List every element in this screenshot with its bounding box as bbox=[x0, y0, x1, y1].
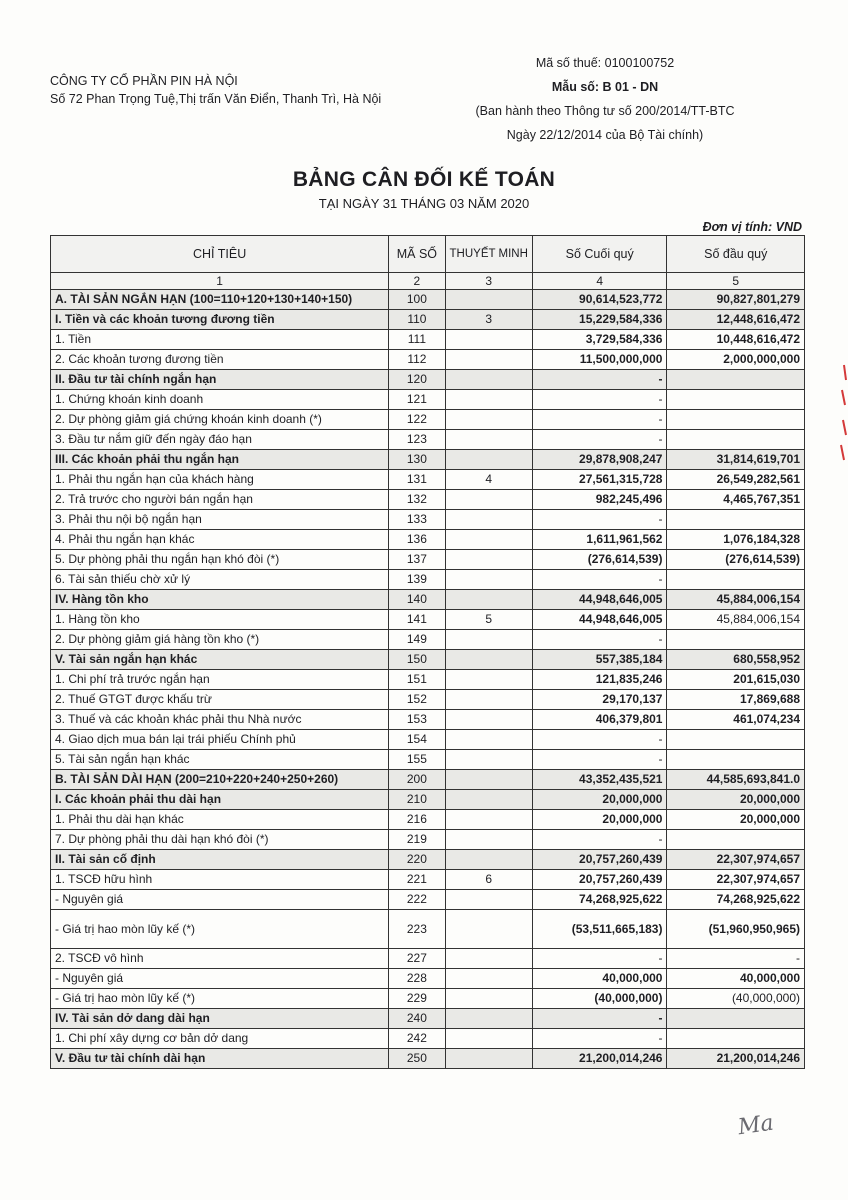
row-code: 136 bbox=[389, 530, 445, 550]
row-end-value: 20,000,000 bbox=[532, 790, 667, 810]
row-note bbox=[445, 810, 532, 830]
row-item-name: II. Đầu tư tài chính ngắn hạn bbox=[51, 370, 389, 390]
row-start-value: - bbox=[667, 949, 805, 969]
balance-sheet-table bbox=[50, 235, 805, 1069]
table-row bbox=[51, 690, 805, 710]
row-code: 141 bbox=[389, 610, 445, 630]
row-item-name: 1. Phải thu ngắn hạn của khách hàng bbox=[51, 470, 389, 490]
row-code: 240 bbox=[389, 1009, 445, 1029]
table-row bbox=[51, 730, 805, 750]
row-end-value: 27,561,315,728 bbox=[532, 470, 667, 490]
company-header bbox=[50, 72, 390, 108]
row-start-value: 1,076,184,328 bbox=[667, 530, 805, 550]
row-item-name: 1. Chi phí xây dựng cơ bản dở dang bbox=[51, 1029, 389, 1049]
row-code: 250 bbox=[389, 1049, 445, 1069]
table-row bbox=[51, 390, 805, 410]
table-row bbox=[51, 370, 805, 390]
row-start-value bbox=[667, 1029, 805, 1049]
row-item-name: 3. Đầu tư nắm giữ đến ngày đáo hạn bbox=[51, 430, 389, 450]
row-note bbox=[445, 1049, 532, 1069]
row-end-value: 982,245,496 bbox=[532, 490, 667, 510]
table-row bbox=[51, 1029, 805, 1049]
row-note bbox=[445, 550, 532, 570]
row-end-value: (53,511,665,183) bbox=[532, 910, 667, 949]
row-end-value: - bbox=[532, 510, 667, 530]
row-note bbox=[445, 510, 532, 530]
row-note bbox=[445, 949, 532, 969]
row-note bbox=[445, 330, 532, 350]
row-item-name: II. Tài sản cố định bbox=[51, 850, 389, 870]
row-start-value: 20,000,000 bbox=[667, 810, 805, 830]
table-row bbox=[51, 890, 805, 910]
table-row bbox=[51, 550, 805, 570]
table-row bbox=[51, 610, 805, 630]
col-header-code: MÃ SỐ bbox=[389, 236, 445, 273]
row-item-name: 4. Giao dịch mua bán lại trái phiếu Chính phủ bbox=[51, 730, 389, 750]
row-note bbox=[445, 430, 532, 450]
table-row bbox=[51, 290, 805, 310]
row-note bbox=[445, 989, 532, 1009]
table-row bbox=[51, 510, 805, 530]
row-code: 229 bbox=[389, 989, 445, 1009]
row-note bbox=[445, 730, 532, 750]
table-header-row bbox=[51, 236, 805, 273]
row-code: 210 bbox=[389, 790, 445, 810]
row-item-name: I. Tiền và các khoản tương đương tiền bbox=[51, 310, 389, 330]
page-title: BẢNG CÂN ĐỐI KẾ TOÁN bbox=[292, 168, 556, 191]
row-start-value: 680,558,952 bbox=[667, 650, 805, 670]
row-end-value: 44,948,646,005 bbox=[532, 590, 667, 610]
row-code: 131 bbox=[389, 470, 445, 490]
row-code: 132 bbox=[389, 490, 445, 510]
table-row bbox=[51, 630, 805, 650]
row-code: 110 bbox=[389, 310, 445, 330]
row-code: 120 bbox=[389, 370, 445, 390]
row-end-value: 90,614,523,772 bbox=[532, 290, 667, 310]
col-number: 1 bbox=[51, 273, 389, 290]
table-row bbox=[51, 969, 805, 989]
table-row bbox=[51, 330, 805, 350]
col-number: 2 bbox=[389, 273, 445, 290]
currency-unit: Đơn vị tính: VND bbox=[702, 220, 802, 234]
row-item-name: V. Đầu tư tài chính dài hạn bbox=[51, 1049, 389, 1069]
row-end-value: - bbox=[532, 730, 667, 750]
row-item-name: 1. Phải thu dài hạn khác bbox=[51, 810, 389, 830]
row-start-value: 90,827,801,279 bbox=[667, 290, 805, 310]
row-start-value bbox=[667, 410, 805, 430]
table-body bbox=[51, 290, 805, 1069]
row-code: 100 bbox=[389, 290, 445, 310]
row-end-value: 40,000,000 bbox=[532, 969, 667, 989]
table-row bbox=[51, 590, 805, 610]
row-start-value bbox=[667, 830, 805, 850]
row-code: 223 bbox=[389, 910, 445, 949]
row-start-value: 20,000,000 bbox=[667, 790, 805, 810]
row-note bbox=[445, 910, 532, 949]
row-note bbox=[445, 650, 532, 670]
row-start-value: 21,200,014,246 bbox=[667, 1049, 805, 1069]
row-note bbox=[445, 410, 532, 430]
row-item-name: 5. Dự phòng phải thu ngắn hạn khó đòi (*) bbox=[51, 550, 389, 570]
row-end-value: - bbox=[532, 390, 667, 410]
row-code: 111 bbox=[389, 330, 445, 350]
row-item-name: III. Các khoản phải thu ngắn hạn bbox=[51, 450, 389, 470]
row-end-value: (40,000,000) bbox=[532, 989, 667, 1009]
col-number: 5 bbox=[667, 273, 805, 290]
row-start-value: 74,268,925,622 bbox=[667, 890, 805, 910]
row-item-name: V. Tài sản ngắn hạn khác bbox=[51, 650, 389, 670]
row-code: 221 bbox=[389, 870, 445, 890]
row-code: 219 bbox=[389, 830, 445, 850]
row-item-name: 1. Tiền bbox=[51, 330, 389, 350]
column-number-row bbox=[51, 273, 805, 290]
issued-date: Ngày 22/12/2014 của Bộ Tài chính) bbox=[506, 128, 704, 142]
company-address: Số 72 Phan Trọng Tuệ,Thị trấn Văn Điển, Thanh Trì, Hà Nội bbox=[50, 92, 382, 106]
row-start-value: 31,814,619,701 bbox=[667, 450, 805, 470]
row-end-value: 557,385,184 bbox=[532, 650, 667, 670]
row-item-name: 1. Chứng khoán kinh doanh bbox=[51, 390, 389, 410]
row-item-name: 2. Dự phòng giảm giá chứng khoán kinh doanh (*) bbox=[51, 410, 389, 430]
row-item-name: IV. Tài sản dở dang dài hạn bbox=[51, 1009, 389, 1029]
row-code: 150 bbox=[389, 650, 445, 670]
row-start-value: 10,448,616,472 bbox=[667, 330, 805, 350]
row-item-name: I. Các khoản phải thu dài hạn bbox=[51, 790, 389, 810]
row-note: 5 bbox=[445, 610, 532, 630]
row-start-value: 45,884,006,154 bbox=[667, 590, 805, 610]
row-item-name: - Nguyên giá bbox=[51, 969, 389, 989]
table-row bbox=[51, 770, 805, 790]
row-code: 149 bbox=[389, 630, 445, 650]
row-end-value: 3,729,584,336 bbox=[532, 330, 667, 350]
issued-by: (Ban hành theo Thông tư số 200/2014/TT-BTC bbox=[475, 104, 735, 118]
table-row bbox=[51, 410, 805, 430]
row-start-value: 22,307,974,657 bbox=[667, 850, 805, 870]
stamp-edge bbox=[838, 360, 848, 470]
row-end-value: 406,379,801 bbox=[532, 710, 667, 730]
col-number: 3 bbox=[445, 273, 532, 290]
row-note bbox=[445, 750, 532, 770]
row-note bbox=[445, 350, 532, 370]
row-item-name: - Giá trị hao mòn lũy kế (*) bbox=[51, 910, 389, 949]
row-start-value bbox=[667, 570, 805, 590]
table-row bbox=[51, 490, 805, 510]
row-end-value: - bbox=[532, 1029, 667, 1049]
row-end-value: 20,757,260,439 bbox=[532, 850, 667, 870]
row-end-value: 15,229,584,336 bbox=[532, 310, 667, 330]
row-note bbox=[445, 1009, 532, 1029]
row-end-value: 74,268,925,622 bbox=[532, 890, 667, 910]
col-header-note: THUYẾT MINH bbox=[445, 236, 532, 273]
row-note bbox=[445, 490, 532, 510]
row-end-value: 43,352,435,521 bbox=[532, 770, 667, 790]
table-row bbox=[51, 850, 805, 870]
row-note: 4 bbox=[445, 470, 532, 490]
row-note bbox=[445, 290, 532, 310]
page-subtitle: TẠI NGÀY 31 THÁNG 03 NĂM 2020 bbox=[318, 196, 530, 211]
row-code: 155 bbox=[389, 750, 445, 770]
row-end-value: - bbox=[532, 949, 667, 969]
row-item-name: IV. Hàng tồn kho bbox=[51, 590, 389, 610]
row-end-value: 29,170,137 bbox=[532, 690, 667, 710]
row-start-value: (276,614,539) bbox=[667, 550, 805, 570]
row-code: 242 bbox=[389, 1029, 445, 1049]
row-end-value: 44,948,646,005 bbox=[532, 610, 667, 630]
row-end-value: 20,757,260,439 bbox=[532, 870, 667, 890]
row-start-value: 4,465,767,351 bbox=[667, 490, 805, 510]
table-row bbox=[51, 570, 805, 590]
table-row bbox=[51, 810, 805, 830]
row-item-name: 4. Phải thu ngắn hạn khác bbox=[51, 530, 389, 550]
row-code: 133 bbox=[389, 510, 445, 530]
row-code: 200 bbox=[389, 770, 445, 790]
row-note: 6 bbox=[445, 870, 532, 890]
row-code: 123 bbox=[389, 430, 445, 450]
row-note bbox=[445, 370, 532, 390]
row-start-value bbox=[667, 370, 805, 390]
row-end-value: 11,500,000,000 bbox=[532, 350, 667, 370]
table-row bbox=[51, 450, 805, 470]
table-row bbox=[51, 1009, 805, 1029]
row-start-value bbox=[667, 730, 805, 750]
table-row bbox=[51, 949, 805, 969]
row-code: 153 bbox=[389, 710, 445, 730]
table-row bbox=[51, 1049, 805, 1069]
table-row bbox=[51, 530, 805, 550]
row-note bbox=[445, 530, 532, 550]
row-note bbox=[445, 790, 532, 810]
row-note bbox=[445, 770, 532, 790]
row-code: 228 bbox=[389, 969, 445, 989]
row-start-value: 461,074,234 bbox=[667, 710, 805, 730]
row-code: 227 bbox=[389, 949, 445, 969]
row-start-value: 44,585,693,841.0 bbox=[667, 770, 805, 790]
row-note bbox=[445, 969, 532, 989]
signature: Ma bbox=[736, 1110, 776, 1141]
row-end-value: - bbox=[532, 430, 667, 450]
row-note bbox=[445, 850, 532, 870]
row-code: 139 bbox=[389, 570, 445, 590]
row-start-value bbox=[667, 510, 805, 530]
table-row bbox=[51, 870, 805, 890]
row-code: 122 bbox=[389, 410, 445, 430]
row-end-value: - bbox=[532, 570, 667, 590]
row-item-name: 1. Chi phí trả trước ngắn hạn bbox=[51, 670, 389, 690]
col-header-item: CHỈ TIÊU bbox=[51, 236, 389, 273]
row-note bbox=[445, 690, 532, 710]
row-code: 220 bbox=[389, 850, 445, 870]
row-item-name: A. TÀI SẢN NGẮN HẠN (100=110+120+130+140+150) bbox=[51, 290, 389, 310]
row-end-value: 20,000,000 bbox=[532, 810, 667, 830]
row-item-name: 6. Tài sản thiếu chờ xử lý bbox=[51, 570, 389, 590]
row-item-name: - Nguyên giá bbox=[51, 890, 389, 910]
row-note bbox=[445, 630, 532, 650]
row-code: 137 bbox=[389, 550, 445, 570]
row-end-value: 121,835,246 bbox=[532, 670, 667, 690]
row-start-value: 22,307,974,657 bbox=[667, 870, 805, 890]
row-note bbox=[445, 570, 532, 590]
table-row bbox=[51, 430, 805, 450]
table-row bbox=[51, 790, 805, 810]
row-start-value bbox=[667, 630, 805, 650]
table-row bbox=[51, 910, 805, 949]
row-code: 152 bbox=[389, 690, 445, 710]
tax-code: Mã số thuế: 0100100752 bbox=[535, 56, 675, 70]
row-end-value: (276,614,539) bbox=[532, 550, 667, 570]
row-end-value: - bbox=[532, 630, 667, 650]
table-row bbox=[51, 670, 805, 690]
form-info bbox=[455, 52, 755, 148]
row-start-value bbox=[667, 390, 805, 410]
row-start-value: 12,448,616,472 bbox=[667, 310, 805, 330]
form-number: Mẫu số: B 01 - DN bbox=[551, 80, 659, 94]
row-start-value bbox=[667, 750, 805, 770]
row-end-value: - bbox=[532, 830, 667, 850]
row-code: 130 bbox=[389, 450, 445, 470]
row-start-value: 2,000,000,000 bbox=[667, 350, 805, 370]
row-start-value: (51,960,950,965) bbox=[667, 910, 805, 949]
row-start-value: 40,000,000 bbox=[667, 969, 805, 989]
row-code: 216 bbox=[389, 810, 445, 830]
row-note bbox=[445, 890, 532, 910]
row-start-value bbox=[667, 1009, 805, 1029]
row-item-name: B. TÀI SẢN DÀI HẠN (200=210+220+240+250+260) bbox=[51, 770, 389, 790]
row-item-name: 2. TSCĐ vô hình bbox=[51, 949, 389, 969]
company-name: CÔNG TY CỔ PHẦN PIN HÀ NỘI bbox=[50, 74, 238, 88]
row-item-name: 2. Trả trước cho người bán ngắn hạn bbox=[51, 490, 389, 510]
col-header-end: Số Cuối quý bbox=[532, 236, 667, 273]
table-row bbox=[51, 350, 805, 370]
row-code: 140 bbox=[389, 590, 445, 610]
row-start-value: 45,884,006,154 bbox=[667, 610, 805, 630]
row-start-value: (40,000,000) bbox=[667, 989, 805, 1009]
row-item-name: 1. Hàng tồn kho bbox=[51, 610, 389, 630]
row-note bbox=[445, 670, 532, 690]
row-item-name: 2. Dự phòng giảm giá hàng tồn kho (*) bbox=[51, 630, 389, 650]
row-start-value bbox=[667, 430, 805, 450]
row-item-name: 3. Thuế và các khoản khác phải thu Nhà nước bbox=[51, 710, 389, 730]
row-note bbox=[445, 390, 532, 410]
row-item-name: 2. Thuế GTGT được khấu trừ bbox=[51, 690, 389, 710]
table-row bbox=[51, 710, 805, 730]
row-end-value: - bbox=[532, 410, 667, 430]
row-end-value: - bbox=[532, 750, 667, 770]
row-start-value: 17,869,688 bbox=[667, 690, 805, 710]
row-start-value: 26,549,282,561 bbox=[667, 470, 805, 490]
row-note bbox=[445, 1029, 532, 1049]
row-code: 112 bbox=[389, 350, 445, 370]
row-note: 3 bbox=[445, 310, 532, 330]
row-item-name: 7. Dự phòng phải thu dài hạn khó đòi (*) bbox=[51, 830, 389, 850]
row-end-value: - bbox=[532, 1009, 667, 1029]
row-code: 154 bbox=[389, 730, 445, 750]
row-item-name: 5. Tài sản ngắn hạn khác bbox=[51, 750, 389, 770]
table-row bbox=[51, 310, 805, 330]
table-row bbox=[51, 470, 805, 490]
row-note bbox=[445, 590, 532, 610]
row-item-name: 3. Phải thu nội bộ ngắn hạn bbox=[51, 510, 389, 530]
table-row bbox=[51, 750, 805, 770]
row-end-value: 29,878,908,247 bbox=[532, 450, 667, 470]
row-item-name: 1. TSCĐ hữu hình bbox=[51, 870, 389, 890]
table-row bbox=[51, 830, 805, 850]
table-row bbox=[51, 989, 805, 1009]
row-code: 222 bbox=[389, 890, 445, 910]
row-end-value: 21,200,014,246 bbox=[532, 1049, 667, 1069]
row-code: 121 bbox=[389, 390, 445, 410]
row-code: 151 bbox=[389, 670, 445, 690]
row-note bbox=[445, 830, 532, 850]
row-item-name: 2. Các khoản tương đương tiền bbox=[51, 350, 389, 370]
col-header-start: Số đầu quý bbox=[667, 236, 805, 273]
row-end-value: 1,611,961,562 bbox=[532, 530, 667, 550]
table-row bbox=[51, 650, 805, 670]
col-number: 4 bbox=[532, 273, 667, 290]
row-item-name: - Giá trị hao mòn lũy kế (*) bbox=[51, 989, 389, 1009]
row-note bbox=[445, 450, 532, 470]
row-note bbox=[445, 710, 532, 730]
row-start-value: 201,615,030 bbox=[667, 670, 805, 690]
row-end-value: - bbox=[532, 370, 667, 390]
